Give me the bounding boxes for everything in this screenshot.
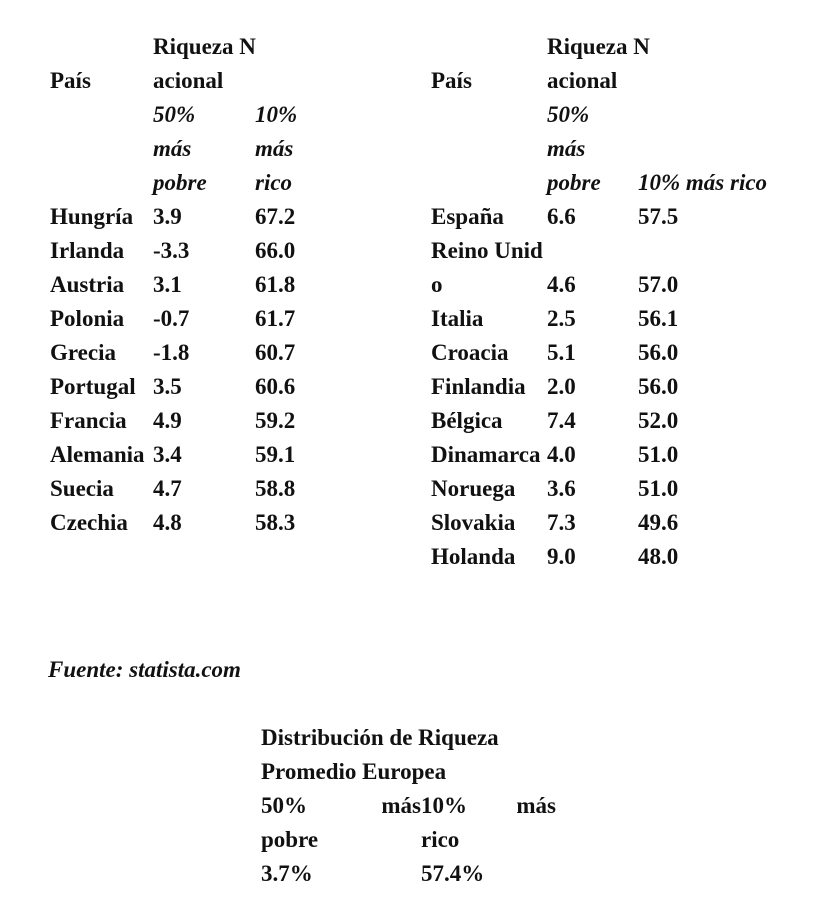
table-subheader-row (50, 98, 355, 200)
richest-10-value: 58.8 (255, 476, 296, 501)
richest-10-value: 51.0 (638, 476, 679, 501)
richest-10-value: 52.0 (638, 408, 679, 433)
table-row (431, 438, 767, 472)
richest-10-value: 60.7 (255, 340, 296, 365)
average-table (261, 789, 556, 891)
header-national-wealth: Riqueza Nacional (547, 34, 650, 93)
poorest-50-value: 5.1 (547, 340, 576, 365)
average-title-line2: Promedio Europea (261, 759, 447, 784)
average-values-row (261, 857, 556, 891)
poorest-50-value: 4.7 (153, 476, 182, 501)
subheader-richest-10: 10% más rico (638, 170, 768, 195)
european-average-block (261, 721, 561, 891)
country-cell: Bélgica (431, 408, 503, 433)
country-cell: Croacia (431, 340, 509, 365)
poorest-50-value: 3.1 (153, 272, 182, 297)
country-cell: Dinamarca (431, 442, 541, 467)
country-cell: Reino Unido (431, 238, 543, 297)
table-row (50, 472, 355, 506)
country-cell: Hungría (50, 204, 134, 229)
poorest-50-value: -3.3 (153, 238, 190, 263)
poorest-50-value: 3.9 (153, 204, 182, 229)
poorest-50-value: -0.7 (153, 306, 190, 331)
table-row (50, 404, 355, 438)
richest-10-value: 59.1 (255, 442, 296, 467)
poorest-50-value: 3.4 (153, 442, 182, 467)
country-cell: Polonia (50, 306, 125, 331)
average-richest-value: 57.4% (421, 861, 485, 886)
richest-10-value: 51.0 (638, 442, 679, 467)
country-cell: Irlanda (50, 238, 125, 263)
poorest-50-value: 4.0 (547, 442, 576, 467)
table-row (50, 370, 355, 404)
poorest-50-value: 4.9 (153, 408, 182, 433)
poorest-50-value: 4.8 (153, 510, 182, 535)
table-row (431, 404, 767, 438)
richest-10-value: 66.0 (255, 238, 296, 263)
richest-10-value: 56.0 (638, 374, 679, 399)
table-row (431, 200, 767, 234)
table-row (431, 506, 767, 540)
table-row (50, 302, 355, 336)
table-subheader-row (431, 98, 767, 200)
country-cell: Italia (431, 306, 484, 331)
country-cell: Portugal (50, 374, 136, 399)
wealth-table-left (50, 30, 355, 540)
header-country: País (431, 68, 472, 93)
richest-10-value: 67.2 (255, 204, 296, 229)
table-row (431, 540, 767, 574)
table-header-row (50, 30, 355, 98)
country-cell: Alemania (50, 442, 145, 467)
richest-10-value: 48.0 (638, 544, 679, 569)
poorest-50-value: 6.6 (547, 204, 576, 229)
richest-10-value: 56.0 (638, 340, 679, 365)
header-national-wealth: Riqueza Nacional (153, 34, 256, 93)
header-country: País (50, 68, 91, 93)
richest-10-value: 57.0 (638, 272, 679, 297)
poorest-50-value: 7.4 (547, 408, 576, 433)
poorest-50-value: -1.8 (153, 340, 190, 365)
richest-10-value: 58.3 (255, 510, 296, 535)
poorest-50-value: 4.6 (547, 272, 576, 297)
average-richest-label: 10% más (421, 793, 556, 818)
average-header-row: 50% más pobre 10% más rico (261, 789, 556, 857)
richest-10-value: 61.8 (255, 272, 296, 297)
average-poorest-label: 50% más (261, 793, 421, 818)
country-cell: Austria (50, 272, 125, 297)
table-row (50, 336, 355, 370)
table-row (431, 472, 767, 506)
table-row (50, 506, 355, 540)
subheader-poorest-50: 50% más pobre (547, 102, 601, 195)
poorest-50-value: 2.5 (547, 306, 576, 331)
wealth-table-right (431, 30, 767, 574)
country-cell: Francia (50, 408, 127, 433)
country-cell: Grecia (50, 340, 116, 365)
country-cell: Suecia (50, 476, 114, 501)
right-table-body (431, 200, 767, 574)
poorest-50-value: 2.0 (547, 374, 576, 399)
poorest-50-value: 7.3 (547, 510, 576, 535)
poorest-50-value: 9.0 (547, 544, 576, 569)
table-row (431, 336, 767, 370)
richest-10-value: 60.6 (255, 374, 296, 399)
poorest-50-value: 3.5 (153, 374, 182, 399)
richest-10-value: 61.7 (255, 306, 296, 331)
table-row (50, 268, 355, 302)
richest-10-value: 59.2 (255, 408, 296, 433)
richest-10-value: 49.6 (638, 510, 679, 535)
country-cell: Finlandia (431, 374, 526, 399)
table-row (50, 200, 355, 234)
table-row (431, 302, 767, 336)
country-cell: Slovakia (431, 510, 516, 535)
richest-10-value: 57.5 (638, 204, 679, 229)
richest-10-value: 56.1 (638, 306, 679, 331)
table-row (50, 234, 355, 268)
source-note: Fuente: statista.com (48, 657, 241, 682)
country-cell: Noruega (431, 476, 516, 501)
average-title-line1: Distribución de Riqueza (261, 725, 499, 750)
average-poorest-value: 3.7% (261, 861, 313, 886)
table-header-row (431, 30, 767, 98)
subheader-poorest-50: 50% más pobre (153, 102, 207, 195)
country-cell: España (431, 204, 504, 229)
country-cell: Czechia (50, 510, 128, 535)
left-table-body (50, 200, 355, 540)
country-cell: Holanda (431, 544, 516, 569)
subheader-richest-10: 10% más rico (255, 102, 298, 195)
table-row (431, 234, 767, 302)
table-row (50, 438, 355, 472)
table-row (431, 370, 767, 404)
poorest-50-value: 3.6 (547, 476, 576, 501)
